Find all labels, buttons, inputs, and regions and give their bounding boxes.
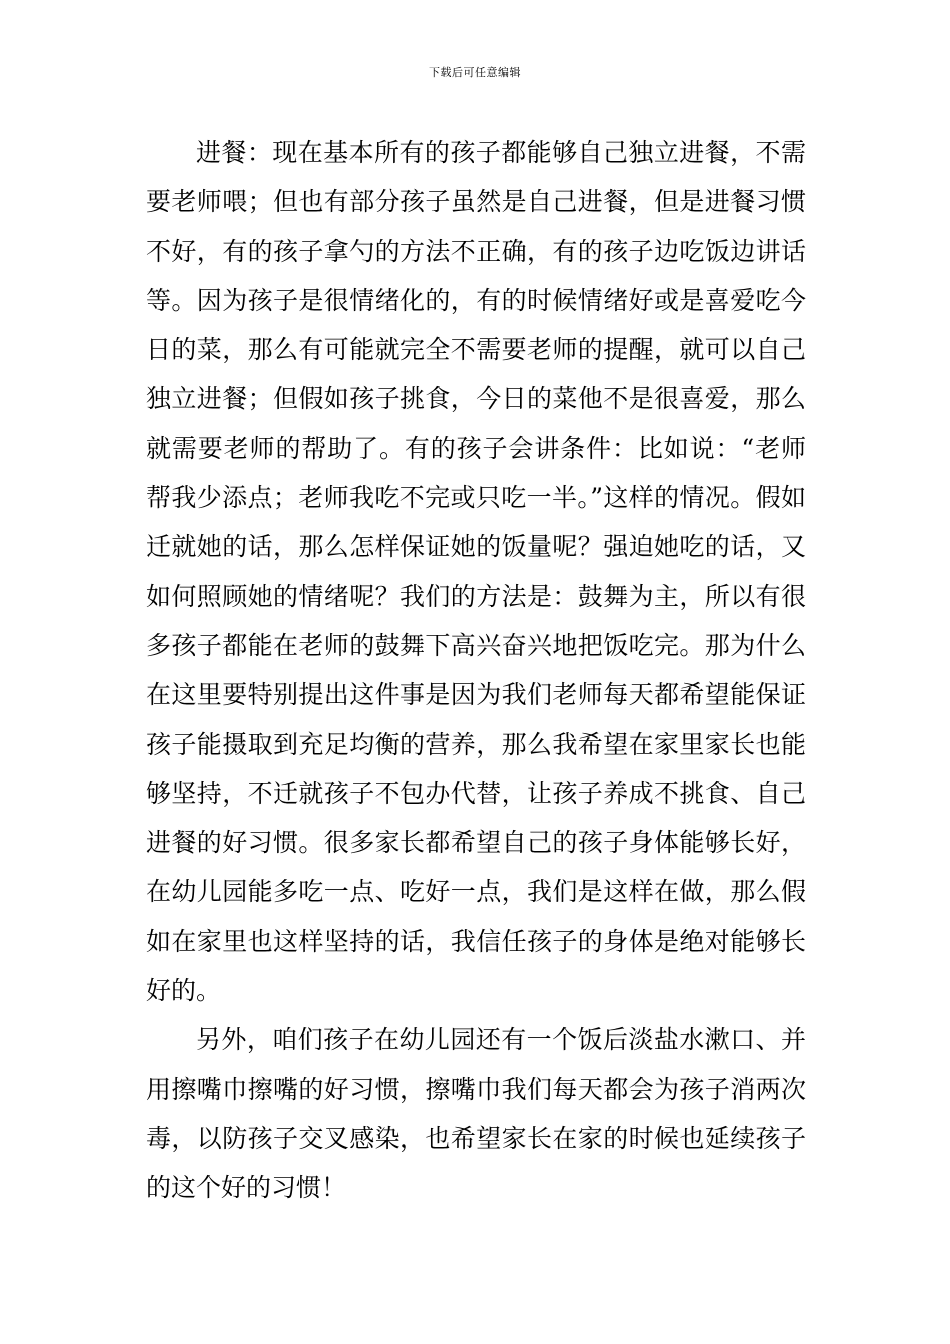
paragraph-mouth-rinse: 另外，咱们孩子在幼儿园还有一个饭后淡盐水漱口、并用擦嘴巾擦嘴的好习惯，擦嘴巾我们每天都会为孩子消两次毒，以防孩子交叉感染，也希望家长在家的时候也延续孩子的这个好的习惯！: [146, 1025, 806, 1203]
page-header: 下载后可任意编辑: [429, 66, 521, 79]
document-body: [146, 128, 806, 1213]
paragraph-meals: 进餐：现在基本所有的孩子都能够自己独立进餐，不需要老师喂；但也有部分孩子虽然是自己进餐，但是进餐习惯不好，有的孩子拿勺的方法不正确，有的孩子边吃饭边讲话等。因为孩子是很情绪化的，有的时候情绪好或是喜爱吃今日的菜，那么有可能就完全不需要老师的提醒，就可以自己独立进餐；但假如孩子挑食，今日的菜他不是很喜爱，那么就需要老师的帮助了。有的孩子会讲条件：比如说：“老师帮我少添点；老师我吃不完或只吃一半。”这样的情况。假如迁就她的话，那么怎样保证她的饭量呢？强迫她吃的话，又如何照顾她的情绪呢？我们的方法是：鼓舞为主，所以有很多孩子都能在老师的鼓舞下高兴奋兴地把饭吃完。那为什么在这里要特别提出这件事是因为我们老师每天都希望能保证孩子能摄取到充足均衡的营养，那么我希望在家里家长也能够坚持，不迁就孩子不包办代替，让孩子养成不挑食、自己进餐的好习惯。很多家长都希望自己的孩子身体能够长好，在幼儿园能多吃一点、吃好一点，我们是这样在做，那么假如在家里也这样坚持的话，我信任孩子的身体是绝对能够长好的。: [146, 138, 806, 1006]
